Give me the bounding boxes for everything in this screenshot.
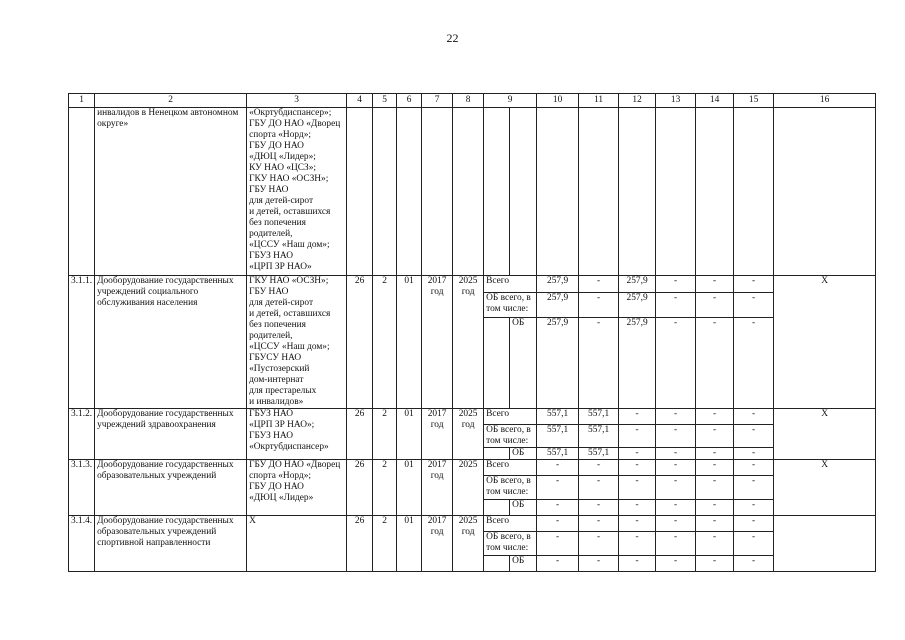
row-number: 3.1.4. [69,516,95,572]
column-6-value: 01 [397,276,422,409]
column-number: 4 [347,94,373,108]
column-number: 6 [397,94,422,108]
amount-cell: - [696,532,734,556]
finance-source-label: ОБ [510,448,537,460]
amount-cell: 257,9 [537,292,579,317]
executors: ГКУ НАО «ОСЗН»; ГБУ НАО для детей-сирот и детей, оставшихся без попечения родителей, «ЦССУ «Наш дом»; ГБУСУ НАО «Пустозерский дом-интернат для престарелых и инвалидов» [247,276,347,409]
amount-cell: - [619,448,656,460]
empty-cell [484,318,510,409]
column-number: 11 [579,94,619,108]
amount-cell: - [734,292,774,317]
amount-cell: 557,1 [537,425,579,448]
executors: ГБУЗ НАО «ЦРП ЗР НАО»; ГБУЗ НАО «Окртубдиспансер» [247,409,347,460]
finance-source-label: ОБ [510,500,537,516]
executors: X [247,516,347,572]
amount-cell: - [656,516,696,532]
amount-cell: - [656,318,696,409]
program-table [68,93,876,572]
amount-cell: - [619,425,656,448]
column-4-value: 26 [347,276,373,409]
start-year: 2017 год [422,276,453,409]
column-number: 15 [734,94,774,108]
measure-name: инвалидов в Ненецком автономном округе» [95,108,247,276]
amount-cell: - [696,460,734,476]
table-row [69,516,876,532]
amount-cell: - [656,409,696,425]
amount-cell: - [696,476,734,500]
amount-cell: - [579,276,619,293]
column-5-value: 2 [373,409,397,460]
amount-cell: - [537,500,579,516]
amount-cell: - [619,556,656,572]
measure-name: Дооборудование государственных образовательных учреждений спортивной направленности [95,516,247,572]
amount-cell: - [656,556,696,572]
amount-cell: 257,9 [537,276,579,293]
amount-cell: 257,9 [619,318,656,409]
table-row [69,276,876,293]
amount-cell: - [619,409,656,425]
amount-cell: - [734,318,774,409]
column-number-row [69,94,876,108]
start-year: 2017 год [422,516,453,572]
finance-source-label: Всего [484,409,537,425]
amount-cell: - [537,476,579,500]
row-number: 3.1.1. [69,276,95,409]
finance-source-label: Всего [484,276,537,293]
end-year: 2025 [453,460,484,516]
amount-cell: - [537,460,579,476]
amount-cell: 557,1 [579,448,619,460]
column-6-value: 01 [397,460,422,516]
amount-cell: - [579,476,619,500]
measure-name: Дооборудование государственных учреждений социального обслуживания населения [95,276,247,409]
amount-cell: 257,9 [619,292,656,317]
end-year: 2025 год [453,409,484,460]
amount-cell: - [656,532,696,556]
column-number: 13 [656,94,696,108]
amount-cell: - [656,425,696,448]
table-row [69,460,876,476]
amount-cell: - [734,556,774,572]
amount-cell: 257,9 [537,318,579,409]
amount-cell: 257,9 [619,276,656,293]
amount-cell: - [696,318,734,409]
amount-cell: - [734,516,774,532]
column-5-value: 2 [373,460,397,516]
amount-cell: - [537,516,579,532]
empty-cell [484,556,510,572]
column-16-value [774,516,876,572]
amount-cell: 557,1 [537,448,579,460]
amount-cell: - [619,516,656,532]
column-5-value: 2 [373,516,397,572]
finance-source-label: ОБ всего, в том числе: [484,476,537,500]
amount-cell: - [734,476,774,500]
amount-cell: - [579,460,619,476]
amount-cell: - [696,292,734,317]
amount-cell: - [537,532,579,556]
amount-cell: - [696,500,734,516]
column-number: 8 [453,94,484,108]
continuation-row [69,108,876,276]
amount-cell: - [696,276,734,293]
amount-cell: - [734,276,774,293]
amount-cell: - [734,532,774,556]
measure-name: Дооборудование государственных учреждений здравоохранения [95,409,247,460]
column-4-value: 26 [347,409,373,460]
cell-number [69,108,95,276]
amount-cell: - [656,500,696,516]
amount-cell: - [579,500,619,516]
column-6-value: 01 [397,516,422,572]
amount-cell: - [656,460,696,476]
column-number: 9 [484,94,537,108]
amount-cell: - [696,409,734,425]
amount-cell: - [656,448,696,460]
amount-cell: - [537,556,579,572]
amount-cell: - [734,500,774,516]
column-number: 5 [373,94,397,108]
column-16-value: X [774,460,876,516]
column-number: 14 [696,94,734,108]
amount-cell: - [619,460,656,476]
amount-cell: - [579,292,619,317]
end-year: 2025 год [453,276,484,409]
amount-cell: - [696,516,734,532]
column-number: 3 [247,94,347,108]
page-number: 22 [446,31,459,45]
amount-cell: - [734,448,774,460]
amount-cell: 557,1 [537,409,579,425]
amount-cell: - [579,532,619,556]
column-number: 7 [422,94,453,108]
column-16-value: X [774,276,876,409]
column-number: 10 [537,94,579,108]
column-4-value: 26 [347,516,373,572]
column-number: 12 [619,94,656,108]
finance-source-label: ОБ [510,318,537,409]
amount-cell: - [619,476,656,500]
column-16-value: X [774,409,876,460]
start-year: 2017 год [422,409,453,460]
executors: «Окртубдиспансер»; ГБУ ДО НАО «Дворец спорта «Норд»; ГБУ ДО НАО «ДЮЦ «Лидер»; КУ НАО «ЦСЗ»; ГКУ НАО «ОСЗН»; ГБУ НАО для детей-сирот и детей, оставшихся без попечения родителей, «ЦССУ «Наш дом»; ГБУЗ НАО «ЦРП ЗР НАО» [247,108,347,276]
column-6-value: 01 [397,409,422,460]
column-number: 16 [774,94,876,108]
column-4-value: 26 [347,460,373,516]
amount-cell: - [696,448,734,460]
amount-cell: - [579,516,619,532]
column-number: 2 [95,94,247,108]
amount-cell: - [579,318,619,409]
start-year: 2017 год [422,460,453,516]
finance-source-label: Всего [484,516,537,532]
finance-source-label: ОБ всего, в том числе: [484,532,537,556]
amount-cell: - [696,425,734,448]
end-year: 2025 год [453,516,484,572]
finance-source-label: Всего [484,460,537,476]
finance-source-label: ОБ всего, в том числе: [484,425,537,448]
amount-cell: - [734,425,774,448]
empty-cell [484,500,510,516]
amount-cell: - [696,556,734,572]
empty-cell [484,448,510,460]
amount-cell: 557,1 [579,425,619,448]
amount-cell: - [734,460,774,476]
executors: ГБУ ДО НАО «Дворец спорта «Норд»; ГБУ ДО НАО «ДЮЦ «Лидер» [247,460,347,516]
amount-cell: - [656,476,696,500]
row-number: 3.1.3. [69,460,95,516]
column-number: 1 [69,94,95,108]
row-number: 3.1.2. [69,409,95,460]
finance-source-label: ОБ [510,556,537,572]
amount-cell: - [619,500,656,516]
amount-cell: 557,1 [579,409,619,425]
column-5-value: 2 [373,276,397,409]
table-row [69,409,876,425]
amount-cell: - [656,276,696,293]
finance-source-label: ОБ всего, в том числе: [484,292,537,317]
amount-cell: - [619,532,656,556]
measure-name: Дооборудование государственных образовательных учреждений [95,460,247,516]
amount-cell: - [656,292,696,317]
amount-cell: - [734,409,774,425]
amount-cell: - [579,556,619,572]
